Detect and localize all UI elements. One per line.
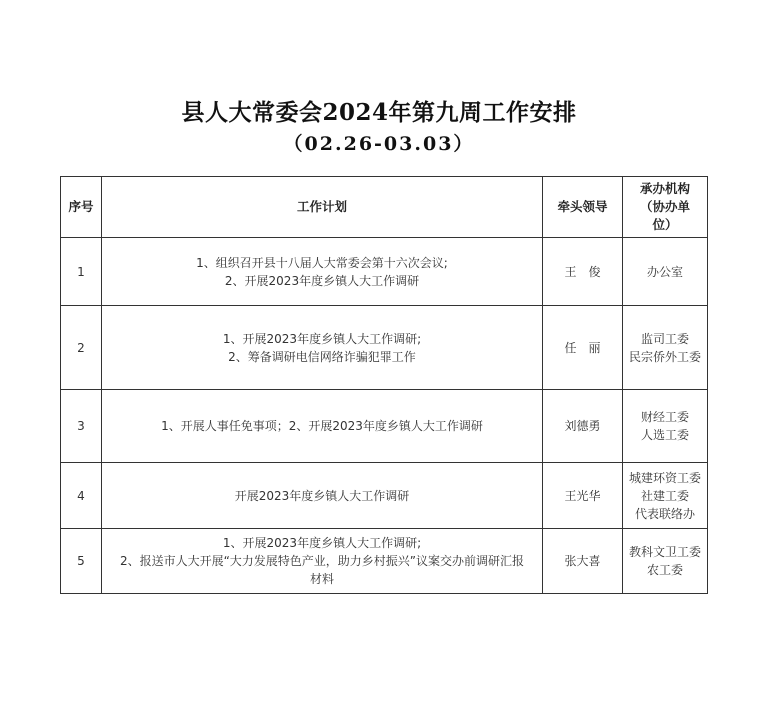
- work-plan-line: 2、开展2023年度乡镇人大工作调研: [224, 273, 420, 288]
- row-number: 1: [61, 238, 102, 306]
- work-plan-cell: [102, 238, 543, 306]
- row-number: 2: [61, 306, 102, 390]
- leader-cell: 张大喜: [543, 529, 623, 594]
- org-line: 农工委: [646, 563, 683, 577]
- work-plan-line: 开展2023年度乡镇人大工作调研: [234, 488, 410, 503]
- work-plan-line: 1、组织召开县十八届人大常委会第十六次会议;: [196, 255, 448, 270]
- org-cell: [623, 238, 708, 306]
- org-cell: [623, 463, 708, 529]
- work-plan-cell: [102, 306, 543, 390]
- work-plan-line: 1、开展2023年度乡镇人大工作调研;: [222, 331, 422, 346]
- table-row: [61, 238, 708, 306]
- org-line: 城建环资工委: [628, 470, 701, 485]
- org-line: 人选工委: [640, 428, 689, 442]
- table-row: [61, 306, 708, 390]
- work-plan-line: 1、开展人事任免事项；2、开展2023年度乡镇人大工作调研: [161, 419, 483, 433]
- org-line: 民宗侨外工委: [628, 349, 701, 364]
- leader-cell: 王光华: [543, 463, 623, 529]
- header-org-line: （协办单: [639, 199, 690, 214]
- row-number: 4: [61, 463, 102, 529]
- work-plan-cell: [102, 529, 543, 594]
- org-line: 社建工委: [640, 488, 689, 503]
- org-line: 办公室: [646, 264, 683, 279]
- org-cell: [623, 529, 708, 594]
- header-org: [623, 177, 708, 238]
- header-plan: 工作计划: [102, 177, 543, 238]
- leader-cell: 刘德勇: [543, 390, 623, 463]
- work-plan-line: 2、报送市人大开展“大力发展特色产业，助力乡村振兴”议案交办前调研汇报: [119, 554, 525, 568]
- leader-cell: 任 丽: [543, 306, 623, 390]
- header-org-line: 位）: [652, 217, 678, 232]
- schedule-table: [60, 176, 708, 594]
- org-cell: [623, 306, 708, 390]
- leader-cell: 王 俊: [543, 238, 623, 306]
- work-plan-cell: [102, 463, 543, 529]
- org-line: 教科文卫工委: [628, 545, 701, 559]
- work-plan-cell: [102, 390, 543, 463]
- table-row: [61, 529, 708, 594]
- header-leader: 牵头领导: [543, 177, 623, 238]
- table-row: [61, 390, 708, 463]
- table-row: [61, 463, 708, 529]
- header-org-line: 承办机构: [639, 181, 690, 196]
- work-plan-line: 1、开展2023年度乡镇人大工作调研;: [222, 536, 422, 550]
- org-line: 监司工委: [640, 331, 689, 346]
- org-line: 代表联络办: [634, 506, 695, 521]
- document-title: 县人大常委会2024年第九周工作安排: [181, 99, 577, 126]
- work-plan-line: 材料: [309, 572, 334, 586]
- org-line: 财经工委: [640, 410, 689, 424]
- row-number: 5: [61, 529, 102, 594]
- org-cell: [623, 390, 708, 463]
- document-date-range: （02.26-03.03）: [283, 133, 475, 155]
- row-number: 3: [61, 390, 102, 463]
- header-no: 序号: [61, 177, 102, 238]
- work-plan-line: 2、筹备调研电信网络诈骗犯罪工作: [228, 349, 416, 364]
- table-header-row: [61, 177, 708, 238]
